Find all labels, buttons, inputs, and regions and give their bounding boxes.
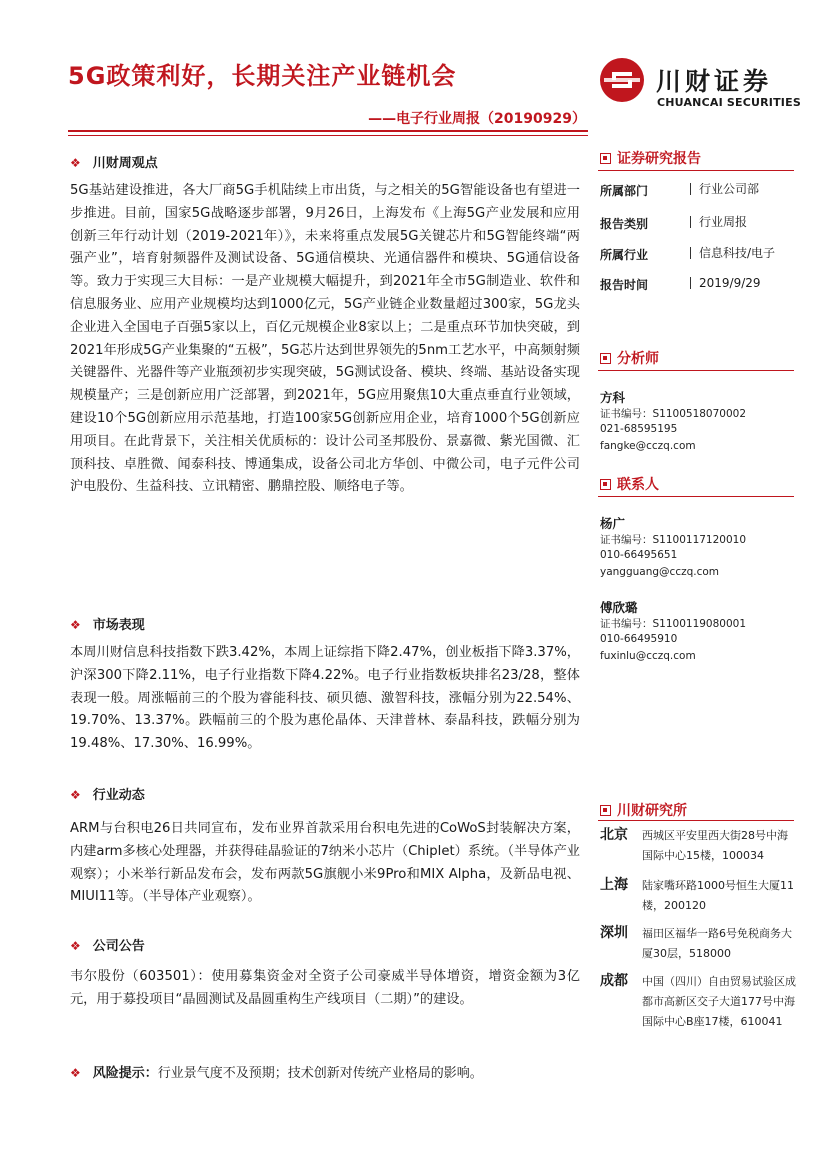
analyst-cert: 证书编号：S1100518070002 xyxy=(600,408,747,420)
office-address: 西城区平安里西大街28号中海国际中心15楼，100034 xyxy=(642,829,788,862)
section-heading-market: ❖ 市场表现 xyxy=(70,618,145,633)
square-bullet-icon xyxy=(600,805,611,816)
info-value-industry: 信息科技/电子 xyxy=(690,247,775,259)
info-key-category: 报告类别 xyxy=(600,217,649,231)
analyst-name: 方科 xyxy=(600,390,626,405)
analyst-phone: 021-68595195 xyxy=(600,423,678,435)
diamond-bullet-icon: ❖ xyxy=(70,1066,81,1080)
section-heading-weekly-view: ❖ 川财周观点 xyxy=(70,156,158,171)
office-address: 陆家嘴环路1000号恒生大厦11楼，200120 xyxy=(642,879,794,912)
square-bullet-icon xyxy=(600,353,611,364)
sidebar-divider xyxy=(598,370,794,371)
chuancai-logo-icon xyxy=(598,56,646,104)
report-subtitle: ——电子行业周报（20190929） xyxy=(368,111,586,127)
diamond-bullet-icon: ❖ xyxy=(70,788,81,802)
office-city: 北京 xyxy=(600,827,628,843)
contact-email[interactable]: yangguang@cczq.com xyxy=(600,566,720,578)
office-address: 福田区福华一路6号免税商务大厦30层，518000 xyxy=(642,927,792,960)
contact-name: 杨广 xyxy=(600,516,626,531)
square-bullet-icon xyxy=(600,479,611,490)
info-key-date: 报告时间 xyxy=(600,278,649,292)
diamond-bullet-icon: ❖ xyxy=(70,156,81,170)
contact-cert: 证书编号：S1100117120010 xyxy=(600,534,747,546)
section-heading-industry: ❖ 行业动态 xyxy=(70,788,145,803)
office-city: 深圳 xyxy=(600,925,628,941)
section-text-industry: ARM与台积电26日共同宣布，发布业界首款采用台积电先进的CoWoS封装解决方案，内建arm多核心处理器，并获得硅晶验证的7纳米小芯片（Chiplet）系统。（半导体产业观察）；小米举行新品发布会，发布两款5G旗舰小米9Pro和MIX Alpha，及新品电视、MIUI11等。（半导体产业观察）。 xyxy=(70,821,580,905)
info-key-department: 所属部门 xyxy=(600,184,649,198)
contact-phone: 010-66495910 xyxy=(600,633,678,645)
info-key-industry: 所属行业 xyxy=(600,248,649,262)
brand-name-english: CHUANCAI SECURITIES xyxy=(657,96,801,109)
contact-name: 傅欣璐 xyxy=(600,600,638,615)
info-value-category: 行业周报 xyxy=(690,216,747,228)
brand-name: 川财证券 xyxy=(656,67,773,96)
diamond-bullet-icon: ❖ xyxy=(70,618,81,632)
info-value-date: 2019/9/29 xyxy=(690,277,761,289)
header-divider-thin xyxy=(68,135,588,136)
sidebar-divider xyxy=(598,496,794,497)
risk-warning: ❖ 风险提示：行业景气度不及预期；技术创新对传统产业格局的影响。 xyxy=(70,1066,483,1081)
square-bullet-icon xyxy=(600,153,611,164)
section-text-weekly-view: 5G基站建设推进，各大厂商5G手机陆续上市出货，与之相关的5G智能设备也有望进一步推进。目前，国家5G战略逐步部署，9月26日，上海发布《上海5G产业发展和应用创新三年行动计划（2019-2021年）》，未来将重点发展5G关键芯片和5G智能终端“两强产业”，培育射频器件及测试设备、5G通信模块、光通信器件和模块、5G通信设备等。致力于实现三大目标：一是产业规模大幅提升，到2021年全市5G制造业、软件和信息服务业、应用产业规模均达到1000亿元，5G产业链企业数量超过300家，5G龙头企业进入全国电子百强5家以上，百亿元规模企业8家以上；二是重点环节加快突破，到2021年形成5G产业集聚的“五极”，5G芯片达到世界领先的5nm工艺水平，中高频射频关键器件、光器件等产业瓶颈初步实现突破，5G测试设备、模块、终端、基站设备实现规模量产；三是创新应用广泛部署，到2021年，5G应用聚焦10大重点垂直行业领域，建设10个5G创新应用示范基地，打造100家5G创新应用企业，培育1000个5G创新应用项目。在此背景下，关注相关优质标的：设计公司圣邦股份、景嘉微、紫光国微、汇顶科技、卓胜微、闻泰科技、博通集成，设备公司北方华创、中微公司，电子元件公司沪电股份、生益科技、立讯精密、鹏鼎控股、顺络电子等。 xyxy=(70,183,580,495)
sidebar-heading-analyst: 分析师 xyxy=(600,348,659,368)
office-city: 上海 xyxy=(600,877,628,893)
contact-email[interactable]: fuxinlu@cczq.com xyxy=(600,650,696,662)
report-title: 5G政策利好，长期关注产业链机会 xyxy=(68,62,457,90)
sidebar-heading-contacts: 联系人 xyxy=(600,474,659,494)
section-text-market: 本周川财信息科技指数下跌3.42%，本周上证综指下降2.47%，创业板指下降3.37%，沪深300下降2.11%，电子行业指数下降4.22%。电子行业指数板块排名23/28，整体表现一般。周涨幅前三的个股为睿能科技、硕贝德、激智科技，涨幅分别为22.54%、19.70%、13.37%。跌幅前三的个股为惠伦晶体、天津普林、泰晶科技，跌幅分别为19.48%、17.30%、16.99%。 xyxy=(70,645,580,752)
info-value-department: 行业公司部 xyxy=(690,183,759,195)
sidebar-divider xyxy=(598,820,794,821)
section-heading-company: ❖ 公司公告 xyxy=(70,939,145,954)
analyst-email[interactable]: fangke@cczq.com xyxy=(600,440,696,452)
sidebar-heading-institute: 川财研究所 xyxy=(600,800,687,820)
diamond-bullet-icon: ❖ xyxy=(70,939,81,953)
sidebar-heading-report: 证券研究报告 xyxy=(600,148,701,168)
contact-cert: 证书编号：S1100119080001 xyxy=(600,618,747,630)
sidebar-divider xyxy=(598,170,794,171)
section-text-company: 韦尔股份（603501）：使用募集资金对全资子公司豪威半导体增资，增资金额为3亿元，用于募投项目“晶圆测试及晶圆重构生产线项目（二期）”的建设。 xyxy=(70,969,580,1007)
office-city: 成都 xyxy=(600,973,628,989)
contact-phone: 010-66495651 xyxy=(600,549,678,561)
office-address: 中国（四川）自由贸易试验区成都市高新区交子大道177号中海国际中心B座17楼，610041 xyxy=(642,975,796,1028)
header-divider xyxy=(68,130,588,132)
